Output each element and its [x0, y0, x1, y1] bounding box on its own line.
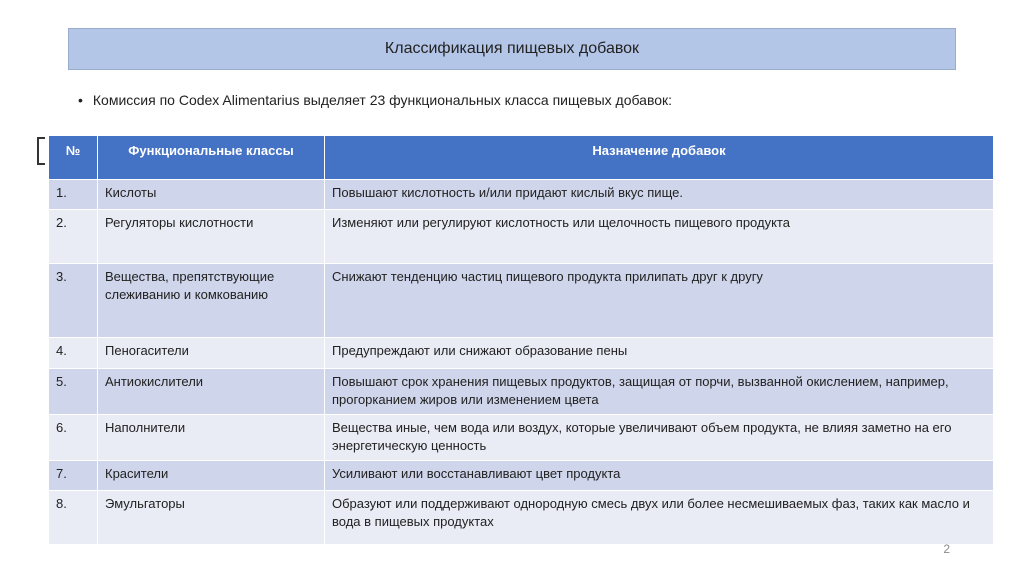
slide-title-text: Классификация пищевых добавок [384, 40, 640, 57]
table-row [49, 338, 994, 369]
row-class: Регуляторы кислотности [98, 210, 325, 264]
row-purpose: Предупреждают или снижают образование пены [325, 338, 994, 369]
row-class: Пеногасители [98, 338, 325, 369]
row-purpose: Изменяют или регулируют кислотность или щелочность пищевого продукта [325, 210, 994, 264]
header-number: № [49, 136, 98, 180]
intro-text: Комиссия по Codex Alimentarius выделяет 23 функциональных класса пищевых добавок: [92, 92, 673, 108]
header-purpose: Назначение добавок [325, 136, 994, 180]
additives-table [48, 135, 994, 545]
row-purpose: Вещества иные, чем вода или воздух, которые увеличивают объем продукта, не влияя заметно на его энергетическую ценность [325, 415, 994, 461]
table-row [49, 415, 994, 461]
row-class: Антиокислители [98, 369, 325, 415]
table-row [49, 180, 994, 210]
row-purpose: Повышают срок хранения пищевых продуктов, защищая от порчи, вызванной окислением, например, прогорканием жиров или изменением цвета [325, 369, 994, 415]
row-number: 5. [49, 369, 98, 415]
table-row [49, 491, 994, 545]
row-class: Эмульгаторы [98, 491, 325, 545]
row-class: Красители [98, 461, 325, 491]
row-number: 2. [49, 210, 98, 264]
row-class: Наполнители [98, 415, 325, 461]
row-purpose: Повышают кислотность и/или придают кислый вкус пище. [325, 180, 994, 210]
row-number: 6. [49, 415, 98, 461]
table-row [49, 210, 994, 264]
table-row [49, 461, 994, 491]
page-number: 2 [943, 542, 950, 556]
row-number: 8. [49, 491, 98, 545]
intro-line [78, 92, 672, 108]
row-purpose: Снижают тенденцию частиц пищевого продукта прилипать друг к другу [325, 264, 994, 338]
bullet-icon: • [78, 92, 83, 108]
table-row [49, 264, 994, 338]
header-classes: Функциональные классы [98, 136, 325, 180]
row-class: Кислоты [98, 180, 325, 210]
row-number: 1. [49, 180, 98, 210]
slide-title [68, 28, 956, 70]
table-header-row [49, 136, 994, 180]
row-number: 4. [49, 338, 98, 369]
row-purpose: Усиливают или восстанавливают цвет продукта [325, 461, 994, 491]
row-number: 7. [49, 461, 98, 491]
row-purpose: Образуют или поддерживают однородную смесь двух или более несмешиваемых фаз, таких как масло и вода в пищевых продуктах [325, 491, 994, 545]
row-number: 3. [49, 264, 98, 338]
table-row [49, 369, 994, 415]
row-class: Вещества, препятствующие слеживанию и комкованию [98, 264, 325, 338]
bracket-icon [37, 137, 45, 165]
